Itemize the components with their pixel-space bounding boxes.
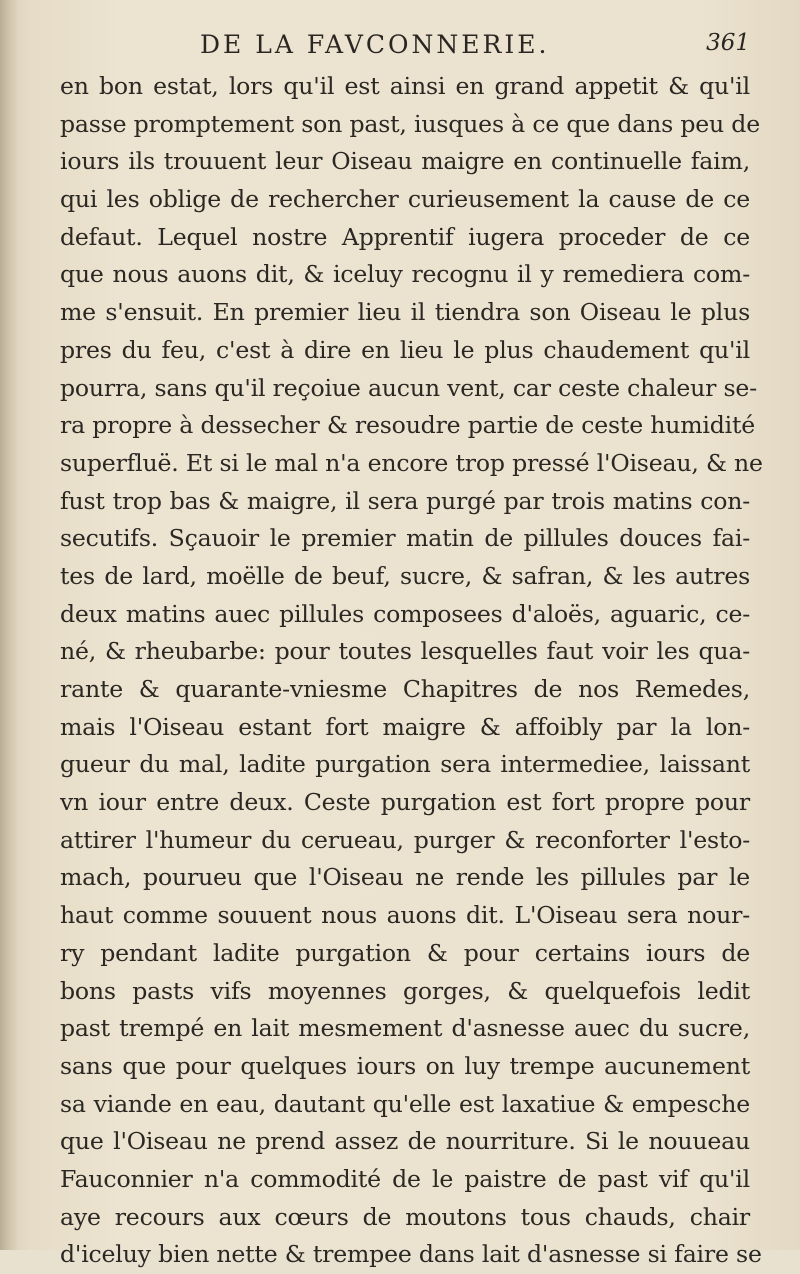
text-line: que nous auons dit, & iceluy recognu il y remediera com- bbox=[60, 260, 750, 289]
running-head bbox=[60, 30, 750, 66]
page-number: 361 bbox=[706, 30, 750, 56]
text-line: sa viande en eau, dautant qu'elle est laxatiue & empesche bbox=[60, 1089, 750, 1118]
text-line: deux matins auec pillules composees d'aloës, aguaric, ce- bbox=[60, 599, 750, 628]
text-line: né, & rheubarbe: pour toutes lesquelles faut voir les qua- bbox=[60, 637, 750, 666]
text-line: ra propre à dessecher & resoudre partie de ceste humidité bbox=[60, 411, 756, 440]
text-line: secutifs. Sçauoir le premier matin de pillules douces fai- bbox=[60, 524, 750, 553]
text-line: pres du feu, c'est à dire en lieu le plus chaudement qu'il bbox=[60, 335, 750, 364]
page-gutter bbox=[0, 0, 18, 1250]
text-line: haut comme souuent nous auons dit. L'Oiseau sera nour- bbox=[60, 901, 750, 930]
text-line: past trempé en lait mesmement d'asnesse auec du sucre, bbox=[60, 1014, 750, 1043]
text-line: en bon estat, lors qu'il est ainsi en grand appetit & qu'il bbox=[60, 72, 750, 100]
text-line: fust trop bas & maigre, il sera purgé par trois matins con- bbox=[60, 486, 750, 515]
text-line: iours ils trouuent leur Oiseau maigre en continuelle faim, bbox=[60, 147, 750, 176]
body-text bbox=[60, 68, 763, 1274]
text-line: ry pendant ladite purgation & pour certains iours de bbox=[60, 938, 750, 967]
text-line: bons pasts vifs moyennes gorges, & quelquefois ledit bbox=[60, 976, 750, 1005]
text-line: que l'Oiseau ne prend assez de nourriture. Si le nouueau bbox=[60, 1127, 750, 1156]
text-line: d'iceluy bien nette & trempee dans lait d'asnesse si faire se bbox=[60, 1240, 762, 1269]
text-line: rante & quarante-vniesme Chapitres de nos Remedes, bbox=[60, 675, 750, 703]
text-line: sans que pour quelques iours on luy trempe aucunement bbox=[60, 1051, 750, 1080]
text-line: vn iour entre deux. Ceste purgation est fort propre pour bbox=[60, 788, 750, 817]
text-line: superfluë. Et si le mal n'a encore trop pressé l'Oiseau, & ne bbox=[60, 448, 763, 477]
text-line: Fauconnier n'a commodité de le paistre de past vif qu'il bbox=[60, 1164, 750, 1193]
text-line: qui les oblige de rechercher curieusement la cause de ce bbox=[60, 185, 750, 214]
text-line: passe promptement son past, iusques à ce que dans peu de bbox=[60, 109, 760, 138]
text-line: me s'ensuit. En premier lieu il tiendra son Oiseau le plus bbox=[60, 298, 750, 327]
text-line: tes de lard, moëlle de beuf, sucre, & safran, & les autres bbox=[60, 561, 750, 590]
text-line: aye recours aux cœurs de moutons tous chauds, chair bbox=[60, 1202, 750, 1231]
text-line: mach, pourueu que l'Oiseau ne rende les pillules par le bbox=[60, 863, 750, 892]
text-line: pourra, sans qu'il reçoiue aucun vent, car ceste chaleur se- bbox=[60, 373, 757, 402]
text-line: mais l'Oiseau estant fort maigre & affoibly par la lon- bbox=[60, 712, 750, 741]
text-line: defaut. Lequel nostre Apprentif iugera proceder de ce bbox=[60, 222, 750, 251]
text-line: attirer l'humeur du cerueau, purger & reconforter l'esto- bbox=[60, 825, 750, 854]
running-head-title: DE LA FAVCONNERIE. bbox=[200, 30, 550, 59]
text-line: gueur du mal, ladite purgation sera intermediee, laissant bbox=[60, 750, 750, 779]
